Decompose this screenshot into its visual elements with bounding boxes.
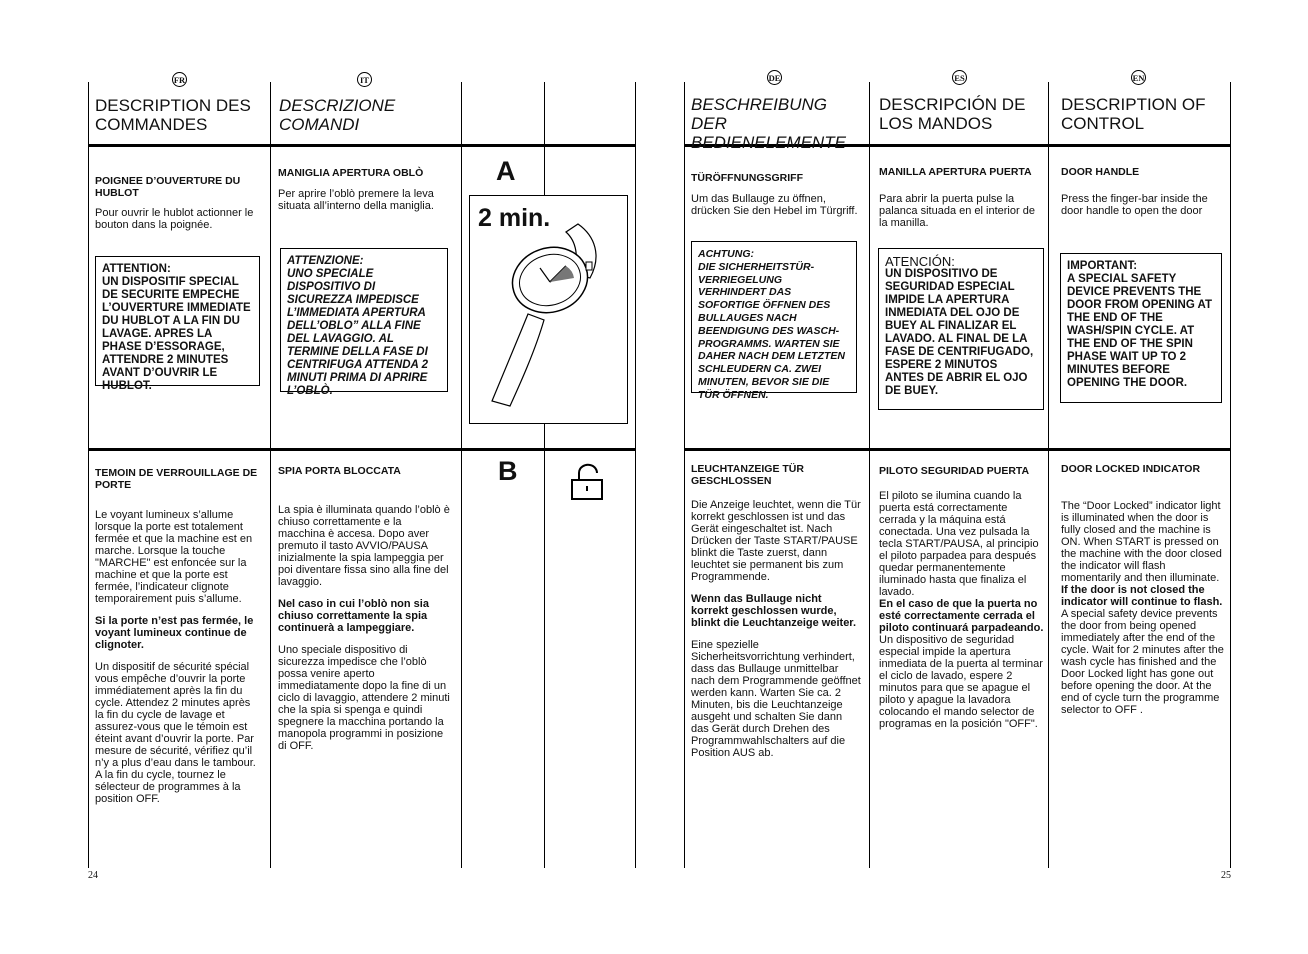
section-title: DOOR HANDLE [1061,166,1140,178]
padlock-icon [570,463,606,501]
warning-text: UN DISPOSITIF SPECIAL DE SECURITE EMPECHE L’OUVERTURE IMMEDIATE DU HUBLOT A LA FIN DU LAVAGE. APRES LA PHASE D’ESSORAGE, ATTENDRE 2 MINUTES AVANT D’OUVRIR LE HUBLOT. [102,276,251,392]
column-rule [1230,82,1231,868]
figure-b-letter: B [498,456,518,486]
paragraph: Le voyant lumineux s’allume lorsque la porte est totalement fermée et que la machine est en marche. Lorsque la touche "MARCHE" est enfoncée sur la machine et que la porte est fermée, l’indicateur clignote temporairement puis s’allume. [95,509,253,605]
wristwatch-icon [470,196,627,423]
door-handle-section-es [879,167,1044,239]
door-lock-section-fr [95,468,260,815]
lang-badge-de: DE [767,70,782,85]
paragraph-bold: Si la porte n’est pas fermée, le voyant lumineux continue de clignoter. [95,615,254,651]
row-rule [88,144,636,147]
paragraph: A special safety device prevents the door from being opened immediately after the end of the cycle. Wait for 2 minutes after the wash cycle has finished and the Door Locked light has gone out before opening the door. At the end of cycle turn the programme selector to OFF . [1061,607,1224,716]
section-title: DOOR LOCKED INDICATOR [1061,463,1201,475]
section-title: MANILLA APERTURA PUERTA [879,166,1032,178]
lang-badge-fr: FR [172,72,187,87]
section-title: SPIA PORTA BLOCCATA [278,465,401,477]
paragraph-bold: If the door is not closed the indicator will continue to flash. [1061,583,1223,608]
door-handle-section-fr [95,176,260,241]
section-text: Per aprire l’oblò premere la leva situata all’interno della maniglia. [278,187,434,212]
row-rule [88,448,636,451]
door-lock-section-es [879,466,1044,740]
column-rule [461,82,462,868]
paragraph-bold: En el caso de que la puerta no esté correctamente cerrada el piloto continuará parpadeando. [879,597,1044,634]
figure-a [469,195,628,424]
column-heading-es: DESCRIPCIÓN DE LOS MANDOS [879,95,1026,133]
column-rule [684,82,685,868]
door-lock-section-de [691,464,861,769]
paragraph: El piloto se ilumina cuando la puerta está correctamente cerrada y la máquina está conectada. Una vez pulsada la tecla START/PAUSA, al principio el piloto parpadea para después quedar permanentemente iluminado hasta que finaliza el lavado. [879,489,1039,598]
section-title: TEMOIN DE VERROUILLAGE DE PORTE [95,467,258,491]
paragraph: Un dispositivo de seguridad especial impide la apertura inmediata de la puerta al terminar el ciclo de lavado, espere 2 minutos para que se apague el piloto y apague la lavadora colocando el mando selector de programas en la posición "OFF". [879,633,1043,730]
warning-text: UN DISPOSITIVO DE SEGURIDAD ESPECIAL IMPIDE LA APERTURA INMEDIATA DEL OJO DE BUEY AL FINALIZAR EL LAVADO. AL FINAL DE LA FASE DE CENTRIFUGADO, ESPERE 2 MINUTOS ANTES DE ABRIR EL OJO DE BUEY. [885,268,1034,397]
figure-a-label: 2 min. [478,204,551,232]
paragraph-bold: Wenn das Bullauge nicht korrekt geschlossen wurde, blinkt die Leuchtanzeige weiter. [691,593,857,629]
column-heading-en: DESCRIPTION OF CONTROL [1061,95,1206,133]
section-title: LEUCHTANZEIGE TÜR GESCHLOSSEN [691,463,804,487]
section-title: PILOTO SEGURIDAD PUERTA [879,465,1030,477]
warning-box-en [1060,253,1222,403]
column-rule [270,82,271,868]
section-text: Press the finger-bar inside the door handle to open the door [1061,192,1208,217]
column-heading-fr: DESCRIPTION DES COMMANDES [95,96,251,134]
page-number: 24 [88,870,98,881]
door-handle-section-de [691,173,861,227]
lang-badge-en: EN [1131,70,1146,85]
section-text: Pour ouvrir le hublot actionner le bouton dans la poignée. [95,207,254,231]
warning-title: IMPORTANT: [1067,260,1138,272]
section-title: MANIGLIA APERTURA OBLÒ [278,167,424,179]
section-text: Um das Bullauge zu öffnen, drücken Sie den Hebel im Türgriff. [691,192,858,217]
warning-box-es [878,248,1044,410]
column-rule [1048,82,1049,868]
column-rule [635,82,636,868]
lang-badge-it: IT [357,72,372,87]
paragraph: La spia è illuminata quando l’oblò è chiuso correttamente e la macchina è accesa. Dopo aver premuto il tasto AVVIO/PAUSA inizialmente la spia lampeggia per poi diventare fissa sino alla fine del lavaggio. [278,503,450,588]
section-text: Para abrir la puerta pulse la palanca situada en el interior de la manilla. [879,192,1035,229]
warning-title: ATTENTION: [102,263,171,275]
paragraph-bold: Nel caso in cui l’oblò non sia chiuso correttamente la spia continuerà a lampeggiare. [278,597,429,634]
warning-title: ACHTUNG: [698,248,754,260]
column-heading-it: DESCRIZIONE COMANDI [279,96,396,134]
warning-text: A SPECIAL SAFETY DEVICE PREVENTS THE DOOR FROM OPENING AT THE END OF THE WASH/SPIN CYCLE. AT THE END OF THE SPIN PHASE WAIT UP TO 2 MINUTES BEFORE OPENING THE DOOR. [1067,273,1213,389]
section-title: TÜRÖFFNUNGSGRIFF [691,172,803,184]
column-heading-de: BESCHREIBUNG DER BEDIENELEMENTE [691,95,846,152]
door-lock-section-en [1061,464,1226,726]
paragraph: Eine spezielle Sicherheitsvorrichtung verhindert, dass das Bullauge unmittelbar nach dem Programmende geöffnet werden kann. Warten Sie ca. 2 Minuten, bis die Leuchtanzeige ausgeht und schalten Sie dann das Gerät durch Drehen des Programmwahlschalters auf die Position AUS ab. [691,639,861,759]
warning-text: UNO SPECIALE DISPOSITIVO DI SICUREZZA IMPEDISCE L’IMMEDIATA APERTURA DELL’OBLO” ALLA FINE DEL LAVAGGIO. AL TERMINE DELLA FASE DI CENTRIFUGA ATTENDA 2 MINUTI PRIMA DI APRIRE L’OBLÒ. [287,268,428,397]
door-handle-section-it [278,168,454,222]
door-lock-section-it [278,466,450,762]
column-rule [88,82,89,868]
door-handle-section-en [1061,167,1226,227]
paragraph: Un dispositif de sécurité spécial vous empêche d’ouvrir la porte immédiatement après la fin du cycle. Attendez 2 minutes après la fin du cycle de lavage et assurez-vous que le témoin est éteint avant d’ouvrir la porte. Par mesure de sécurité, vérifiez qu’il n’y a plus d’eau dans le tambour. A la fin du cycle, tournez le sélecteur de programmes à la position OFF. [95,661,256,805]
page-number: 25 [1221,870,1231,881]
paragraph: The “Door Locked” indicator light is illuminated when the door is fully closed and the machine is ON. When START is pressed on the machine with the door closed the indicator will flash momentarily and then illuminate. [1061,499,1222,584]
section-title: POIGNEE D’OUVERTURE DU HUBLOT [95,175,241,199]
warning-text: DIE SICHERHEITSTÜR-VERRIEGELUNG VERHINDERT DAS SOFORTIGE ÖFFNEN DES BULLAUGES NACH BEENDIGUNG DES WASCH-PROGRAMMS. WARTEN SIE DAHER NACH DEM LETZTEN SCHLEUDERN CA. ZWEI MINUTEN, BEVOR SIE DIE TÜR ÖFFNEN. [698,260,845,401]
row-rule [684,448,1231,451]
warning-box-de [691,241,857,401]
paragraph: Die Anzeige leuchtet, wenn die Tür korrekt geschlossen ist und das Gerät eingeschaltet ist. Nach Drücken der Taste START/PAUSE blinkt die Taste zuerst, dann leuchtet sie permanent bis zum Programmende. [691,499,861,583]
figure-a-letter: A [496,156,516,186]
warning-box-fr [95,256,260,392]
warning-title: ATTENZIONE: [287,255,364,267]
warning-title: ATENCIÓN: [885,254,955,269]
paragraph: Uno speciale dispositivo di sicurezza impedisce che l’oblò possa venire aperto immediatamente dopo la fine di un ciclo di lavaggio, attendere 2 minuti che la spia si spenga e quindi spegnere la macchina portando la manopola programmi in posizione di OFF. [278,643,450,752]
column-rule [869,82,870,868]
warning-box-it [280,248,448,397]
lang-badge-es: ES [952,70,967,85]
